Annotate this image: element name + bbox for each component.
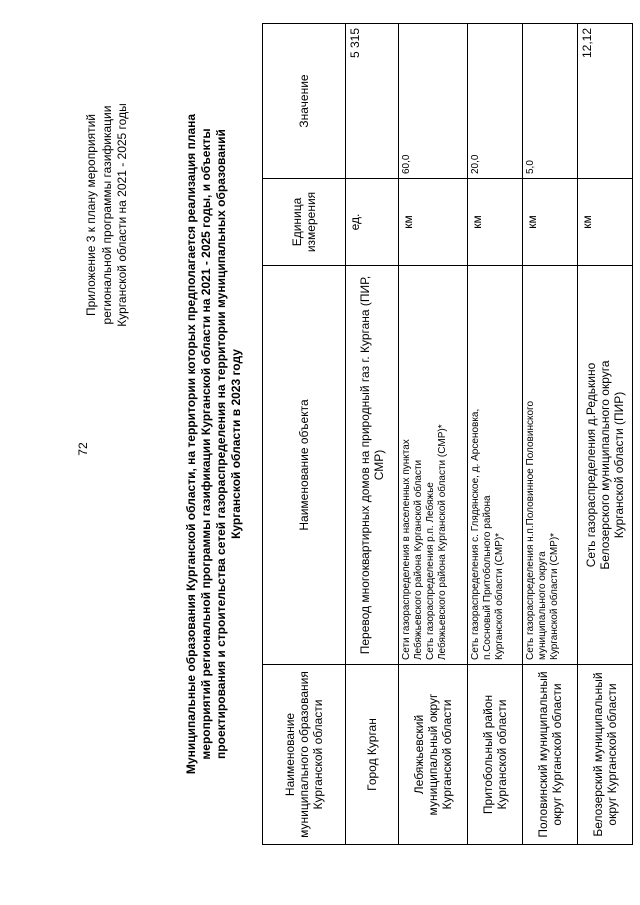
object-line: Лебяжьевского района Курганской области xyxy=(413,459,424,660)
table-row xyxy=(523,24,578,845)
header-municipality: Наименование муниципального образования Курганской области xyxy=(263,665,346,845)
title-line: проектирования и строительства сетей газораспределения на территории муниципальных образований xyxy=(214,129,228,759)
value-cell: 20,0 xyxy=(468,24,523,179)
object-line: муниципального округа xyxy=(537,551,548,660)
object-line: Курганской области (СМР)* xyxy=(549,532,560,660)
object-line: Сеть газораспределения д.Редькино xyxy=(583,362,598,568)
object-cell xyxy=(399,266,468,665)
page-number: 72 xyxy=(76,442,90,456)
object-line: Белозерского муниципального округа xyxy=(597,360,612,570)
object-line: Перевод многоквартирных домов на природный газ г. Кургана (ПИР, СМР) xyxy=(357,275,386,655)
unit-cell: км xyxy=(523,179,578,266)
appendix-line: региональной программы газификации xyxy=(99,105,114,325)
unit-cell: ед. xyxy=(346,179,399,266)
unit-cell: км xyxy=(399,179,468,266)
municipality-cell: Город Курган xyxy=(346,665,399,845)
table-row xyxy=(578,24,633,845)
objects-table xyxy=(262,23,633,845)
table-row xyxy=(399,24,468,845)
object-line: Сеть газораспределения с. Глядянское, д. Арсеновка, xyxy=(470,408,481,660)
header-unit: Единица измерения xyxy=(263,179,346,266)
municipality-cell: Притобольный район Курганской области xyxy=(468,665,523,845)
value-cell: 5 315 xyxy=(346,24,399,179)
object-line: Курганской области (СМР)* xyxy=(494,532,505,660)
document-title xyxy=(184,79,244,809)
title-line: Курганской области в 2023 году xyxy=(229,349,243,539)
municipality-cell: Белозерский муниципальный округ Курганской области xyxy=(578,665,633,845)
object-cell xyxy=(523,266,578,665)
value-cell: 5,0 xyxy=(523,24,578,179)
object-line: Лебяжьевского района Курганской области (СМР)* xyxy=(437,424,448,660)
table-row xyxy=(346,24,399,845)
object-line: Сети газораспределения в населенных пунктах xyxy=(401,439,412,660)
table-header-row xyxy=(263,24,346,845)
appendix-line: Приложение 3 к плану мероприятий xyxy=(84,114,98,316)
municipality-cell: Лебяжьевский муниципальный округ Курганской области xyxy=(399,665,468,845)
appendix-note xyxy=(84,65,131,365)
appendix-line: Курганской области на 2021 - 2025 годы xyxy=(115,103,130,327)
object-line: Сеть газораспределения н.п.Половинное Половинского xyxy=(525,400,536,660)
title-line: Муниципальные образования Курганской области, на территории которых предполагается реализация плана xyxy=(184,113,198,775)
municipality-cell: Половинский муниципальный округ Курганской области xyxy=(523,665,578,845)
object-cell xyxy=(578,266,633,665)
value-cell: 60,0 xyxy=(399,24,468,179)
title-line: мероприятий региональной программы газификации Курганской области на 2021 - 2025 годы, и объекты xyxy=(199,128,213,760)
value-cell: 12,12 xyxy=(578,24,633,179)
object-line: Сеть газораспределения р.п. Лебяжье xyxy=(425,482,436,660)
unit-cell: км xyxy=(578,179,633,266)
unit-cell: км xyxy=(468,179,523,266)
object-cell xyxy=(468,266,523,665)
object-cell xyxy=(346,266,399,665)
table-row xyxy=(468,24,523,845)
object-line: п.Сосновый Притобольного района xyxy=(482,495,493,660)
header-value: Значение xyxy=(263,24,346,179)
header-object: Наименование объекта xyxy=(263,266,346,665)
object-line: Курганской области (ПИР) xyxy=(612,391,627,539)
